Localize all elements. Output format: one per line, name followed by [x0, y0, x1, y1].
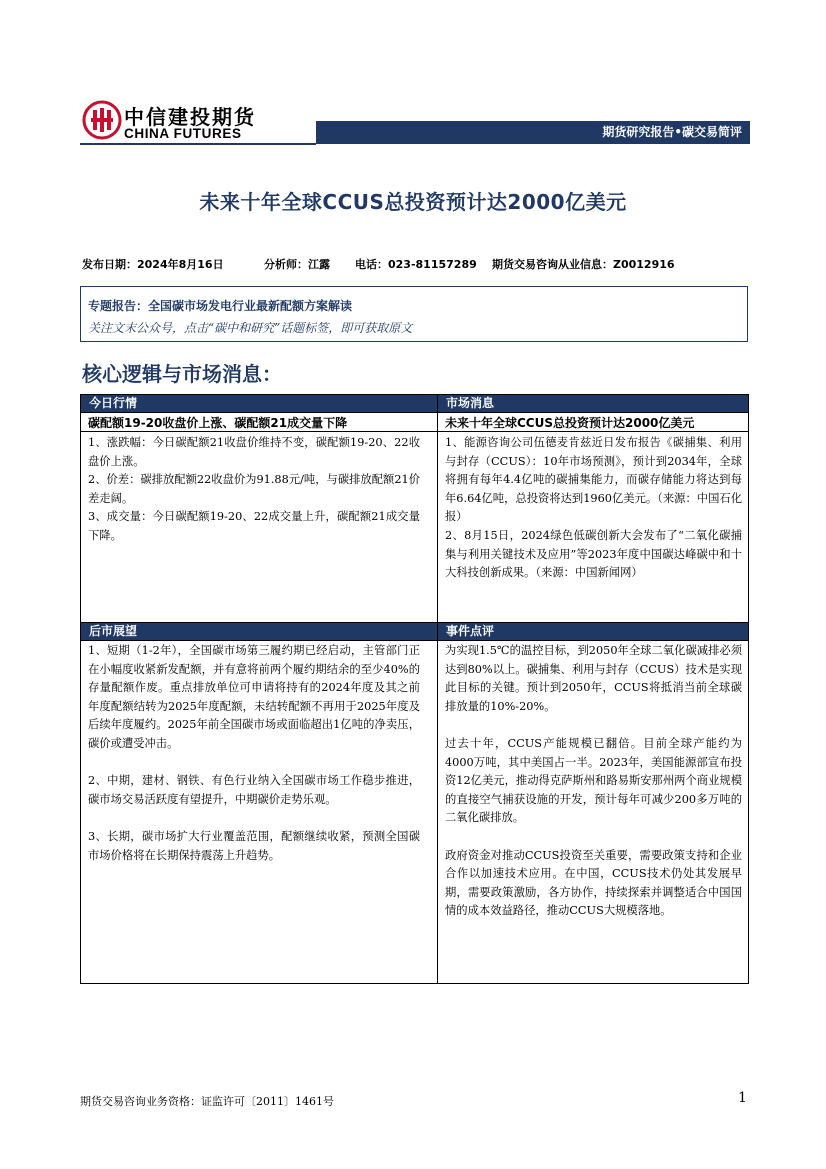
today-subtitle: 碳配额19-20收盘价上涨、碳配额21成交量下降 [88, 416, 348, 430]
news-paragraph: 1、能源咨询公司伍德麦肯兹近日发布报告《碳捕集、利用与封存（CCUS）：10年市场预测》，预计到2034年，全球将拥有每年4.4亿吨的碳捕集能力，而碳存储能力将达到每年6.64亿吨，总投资将达到1960亿美元。（来源：中国石化报） [445, 436, 742, 524]
outlook-paragraph: 3、长期，碳市场扩大行业覆盖范围，配额继续收紧，预测全国碳市场价格将在长期保持震荡上升趋势。 [88, 829, 420, 862]
table-column-divider [437, 394, 438, 984]
row-divider [80, 640, 749, 641]
analyst: 分析师：江露 [264, 258, 330, 271]
phone: 电话：023-81157289 [355, 258, 477, 271]
publish-date: 发布日期：2024年8月16日 [82, 258, 224, 271]
header-divider [80, 143, 316, 145]
outlook-text [88, 642, 420, 865]
comment-paragraph: 过去十年，CCUS产能规模已翻倍。目前全球产能约为4000万吨，其中美国占一半。2023年，美国能源部宣布投资12亿美元，推动得克萨斯州和路易斯安那州两个商业规模的直接空气捕获设施的开发，预计每年可减少200多万吨的二氧化碳排放。 [445, 736, 742, 825]
outlook-header: 后市展望 [81, 623, 437, 640]
comment-header: 事件点评 [438, 623, 748, 640]
special-report-title[interactable]: 专题报告：全国碳市场发电行业最新配额方案解读 [88, 299, 353, 313]
news-paragraph: 2、8月15日，2024绿色低碳创新大会发布了“二氧化碳捕集与利用关键技术及应用”等2023年度中国碳达峰碳中和十大科技创新成果。（来源：中国新闻网） [445, 528, 742, 580]
today-market-header: 今日行情 [81, 395, 437, 412]
report-type-banner: 期货研究报告•碳交易简评 [316, 121, 750, 144]
page-number: 1 [738, 1090, 747, 1106]
today-paragraph: 1、涨跌幅：今日碳配额21收盘价维持不变，碳配额19-20、22收盘价上涨。 [88, 436, 420, 468]
license-info: 期货交易咨询从业信息：Z0012916 [492, 258, 675, 271]
footer-license: 期货交易咨询业务资格：证监许可〔2011〕1461号 [80, 1095, 334, 1108]
brand-name-en: CHINA FUTURES [124, 126, 242, 141]
page-title: 未来十年全球CCUS总投资预计达2000亿美元 [199, 190, 627, 214]
today-paragraph: 3、成交量：今日碳配额19-20、22成交量上升，碳配额21成交量下降。 [88, 510, 420, 542]
news-subtitle: 未来十年全球CCUS总投资预计达2000亿美元 [445, 416, 695, 430]
comment-paragraph: 为实现1.5℃的温控目标，到2050年全球二氧化碳减排必须达到80%以上。碳捕集、利用与封存（CCUS）技术是实现此目标的关键。预计到2050年，CCUS将抵消当前全球碳排放量的10%-20%。 [445, 644, 742, 713]
outlook-paragraph: 1、短期（1-2年），全国碳市场第三履约期已经启动，主管部门正在小幅度收紧新发配额，并有意将前两个履约期结余的至少40%的存量配额作废。重点排放单位可申请将持有的2024年度及其之前年度配额结转为2025年度配额，未结转配额不再用于2025年度及后续年度履约。2025年前全国碳市场或面临超出1亿吨的净卖压，碳价或遭受冲击。 [88, 644, 420, 750]
market-news-text [445, 434, 742, 583]
comment-paragraph: 政府资金对推动CCUS投资至关重要，需要政策支持和企业合作以加速技术应用。在中国，CCUS技术仍处其发展早期，需要政策激励，各方协作，持续探索并调整适合中国国情的成本效益路径，推动CCUS大规模落地。 [445, 848, 742, 918]
comment-text [445, 642, 742, 921]
outlook-paragraph: 2、中期，建材、钢铁、有色行业纳入全国碳市场工作稳步推进，碳市场交易活跃度有望提升，中期碳价走势乐观。 [88, 774, 420, 806]
today-paragraph: 2、价差：碳排放配额22收盘价为91.88元/吨，与碳排放配额21价差走阔。 [88, 473, 420, 505]
brand-name-cn: 中信建投期货 [124, 105, 256, 129]
row-divider [80, 412, 749, 413]
row-divider [80, 431, 749, 432]
market-news-header: 市场消息 [438, 395, 748, 412]
china-futures-logo-icon [82, 100, 122, 140]
today-market-text [88, 434, 420, 546]
special-report-note: 关注文末公众号，点击“碳中和研究”话题标签，即可获取原文 [88, 321, 413, 335]
section-title: 核心逻辑与市场消息： [82, 362, 282, 386]
